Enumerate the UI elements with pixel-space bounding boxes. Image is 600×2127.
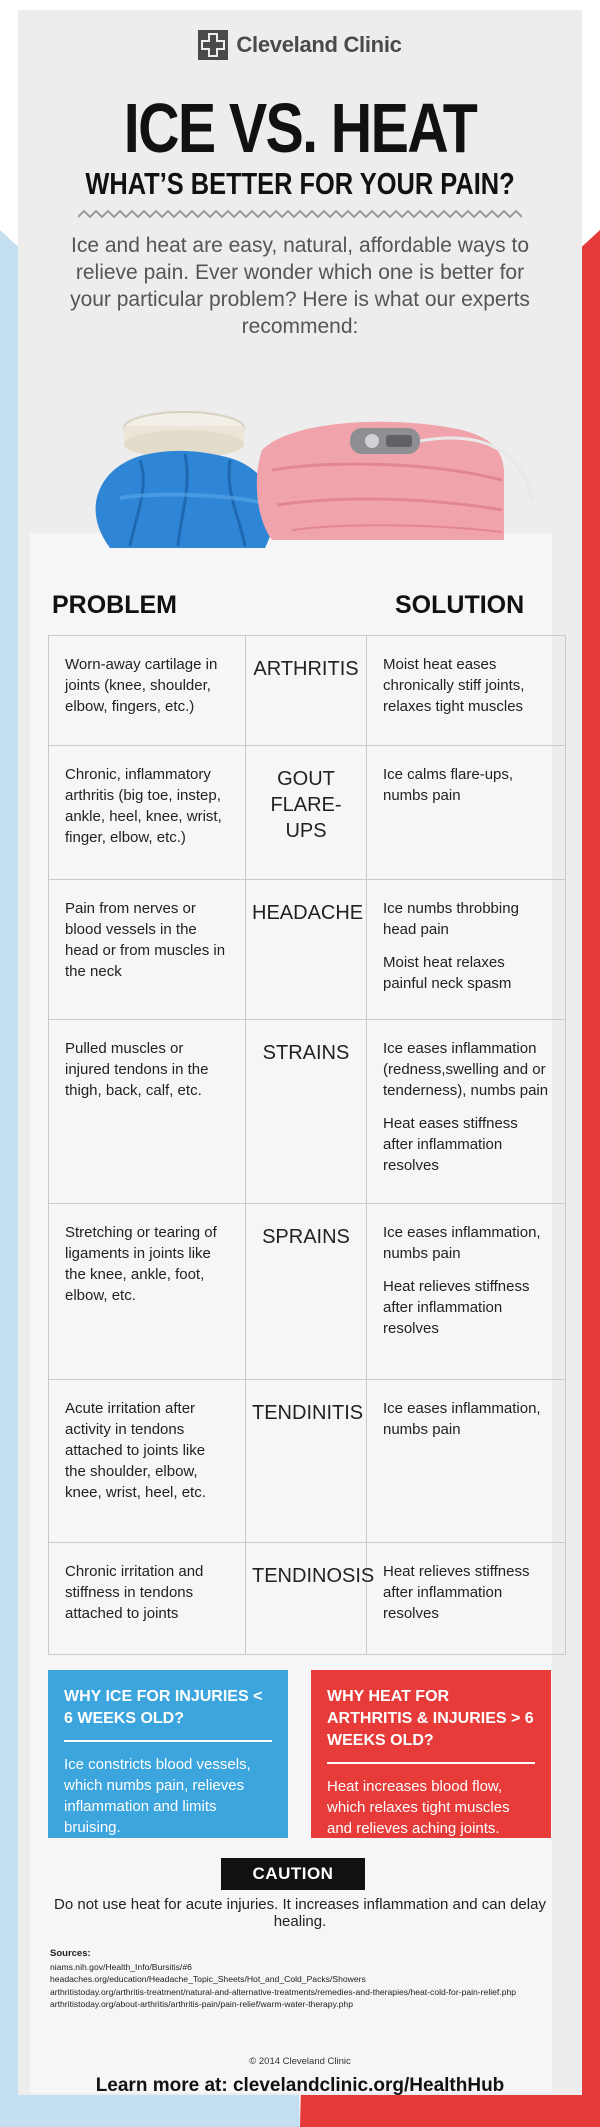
solution-text: Ice eases inflammation, numbs pain xyxy=(383,1400,541,1438)
source-item[interactable]: headaches.org/education/Headache_Topic_Sheets/Hot_and_Cold_Packs/Showers xyxy=(50,1974,366,1984)
solution-cell xyxy=(367,1380,566,1543)
problem-cell: Acute irritation after activity in tendons attached to joints like the shoulder, elbow, knee, wrist, heel, etc. xyxy=(49,1380,246,1543)
sources-title: Sources: xyxy=(50,1948,91,1959)
solution-text: Ice numbs throbbing head pain xyxy=(383,900,519,938)
brand-logo xyxy=(0,30,600,60)
solution-cell xyxy=(367,1204,566,1380)
condition-cell: SPRAINS xyxy=(246,1204,367,1380)
solution-cell xyxy=(367,636,566,746)
caution-label: CAUTION xyxy=(221,1858,365,1890)
condition-cell: TENDINOSIS xyxy=(246,1543,367,1655)
ice-heat-table xyxy=(48,635,566,1655)
solution-cell xyxy=(367,1543,566,1655)
ice-info-box xyxy=(48,1670,288,1838)
solution-cell xyxy=(367,880,566,1020)
solution-text: Heat eases stiffness after inflammation resolves xyxy=(383,1115,518,1174)
condition-cell: GOUT FLARE-UPS xyxy=(246,746,367,880)
source-item[interactable]: arthritistoday.org/arthritis-treatment/natural-and-alternative-treatments/remedies-and-therapies/heat-cold-for-pain-relief.php xyxy=(50,1986,517,1997)
heat-box-title: WHY HEAT FOR ARTHRITIS & INJURIES > 6 WEEKS OLD? xyxy=(327,1686,535,1764)
sources-list xyxy=(50,1948,570,2011)
source-item[interactable]: arthritistoday.org/about-arthritis/arthritis-pain/pain-relief/warm-water-therapy.php xyxy=(50,1999,353,2009)
table-row xyxy=(49,1020,566,1204)
ice-box-text: Ice constricts blood vessels, which numbs pain, relieves inflammation and limits bruising. xyxy=(64,1756,251,1836)
table-row xyxy=(49,636,566,746)
condition-cell: STRAINS xyxy=(246,1020,367,1204)
page-subtitle: WHAT’S BETTER FOR YOUR PAIN? xyxy=(85,166,515,201)
heating-blanket-icon xyxy=(252,410,552,550)
problem-cell: Worn-away cartilage in joints (knee, shoulder, elbow, fingers, etc.) xyxy=(49,636,246,746)
solution-cell xyxy=(367,1020,566,1204)
learn-more-link[interactable]: Learn more at: clevelandclinic.org/HealthHub xyxy=(95,2075,505,2096)
condition-cell: ARTHRITIS xyxy=(246,636,367,746)
condition-cell: HEADACHE xyxy=(246,880,367,1020)
brand-name: Cleveland Clinic xyxy=(236,32,402,57)
solution-text: Ice calms flare-ups, numbs pain xyxy=(383,766,514,804)
problem-cell: Stretching or tearing of ligaments in joints like the knee, ankle, foot, elbow, etc. xyxy=(49,1204,246,1380)
table-row xyxy=(49,880,566,1020)
solution-cell xyxy=(367,746,566,880)
problem-cell: Pulled muscles or injured tendons in the thigh, back, calf, etc. xyxy=(49,1020,246,1204)
heat-info-box xyxy=(311,1670,551,1838)
table-row xyxy=(49,746,566,880)
solution-text: Moist heat eases chronically stiff joints, relaxes tight muscles xyxy=(383,656,525,715)
problem-cell: Chronic, inflammatory arthritis (big toe, instep, ankle, heel, knee, wrist, finger, elbow, etc.) xyxy=(49,746,246,880)
solution-text: Heat relieves stiffness after inflammation resolves xyxy=(383,1563,530,1622)
solution-text: Ice eases inflammation (redness,swelling and or tenderness), numbs pain xyxy=(383,1040,549,1099)
solution-text: Ice eases inflammation, numbs pain xyxy=(383,1224,541,1262)
copyright: © 2014 Cleveland Clinic xyxy=(249,2056,351,2067)
table-row xyxy=(49,1204,566,1380)
source-item[interactable]: niams.nih.gov/Health_Info/Bursitis/#6 xyxy=(50,1961,192,1972)
table-row xyxy=(49,1543,566,1655)
table-row xyxy=(49,1380,566,1543)
solution-text: Heat relieves stiffness after inflammation resolves xyxy=(383,1278,530,1337)
column-header-solution: SOLUTION xyxy=(395,591,525,619)
heat-box-text: Heat increases blood flow, which relaxes tight muscles and relieves aching joints. xyxy=(327,1778,510,1837)
ice-box-title: WHY ICE FOR INJURIES < 6 WEEKS OLD? xyxy=(64,1686,272,1742)
solution-text: Moist heat relaxes painful neck spasm xyxy=(383,954,512,992)
problem-cell: Chronic irritation and stiffness in tendons attached to joints xyxy=(49,1543,246,1655)
cleveland-clinic-cross-icon xyxy=(198,30,228,60)
column-header-problem: PROBLEM xyxy=(52,591,177,619)
intro-text: Ice and heat are easy, natural, affordable ways to relieve pain. Ever wonder which one is better for your particular problem? Here is what our experts recommend: xyxy=(70,234,530,338)
condition-cell: TENDINITIS xyxy=(246,1380,367,1543)
problem-cell: Pain from nerves or blood vessels in the head or from muscles in the neck xyxy=(49,880,246,1020)
zigzag-divider xyxy=(78,208,522,220)
page-title: ICE VS. HEAT xyxy=(123,89,477,167)
caution-text: Do not use heat for acute injuries. It increases inflammation and can delay healing. xyxy=(54,1896,546,1930)
